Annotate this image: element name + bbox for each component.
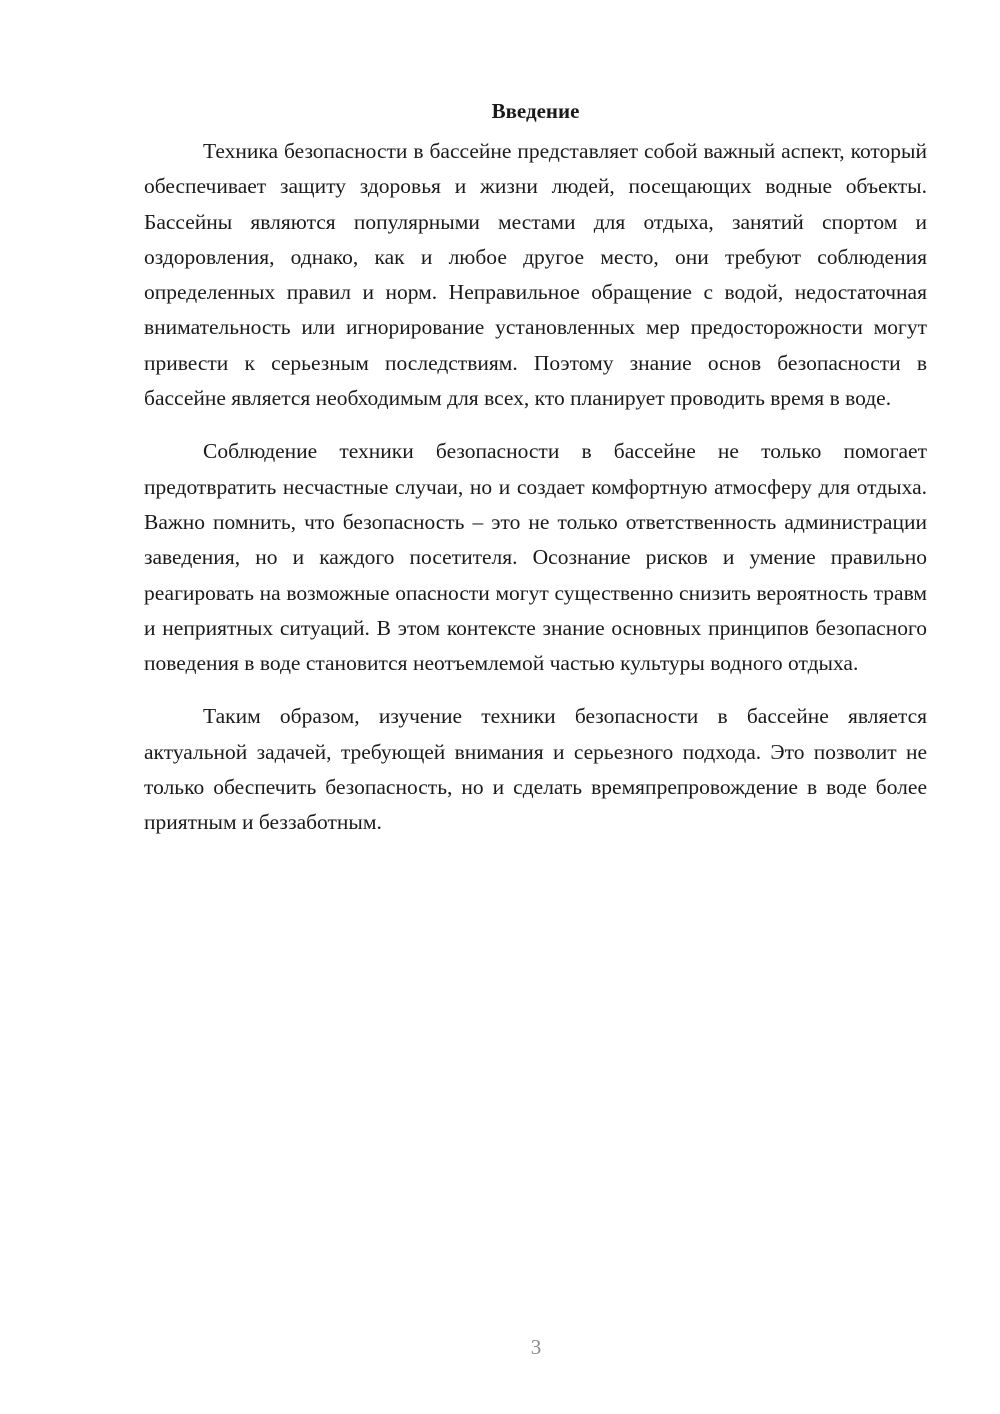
paragraph-1: Техника безопасности в бассейне представляет собой важный аспект, который обеспечивает защиту здоровья и жизни людей, посещающих водные объекты. Бассейны являются популярными местами для отдыха, занятий спортом и оздоровления, однако, как и любое другое место, они требуют соблюдения определенных правил и норм. Неправильное обращение с водой, недостаточная внимательность или игнорирование установленных мер предосторожности могут привести к серьезным последствиям. Поэтому знание основ безопасности в бассейне является необходимым для всех, кто планирует проводить время в воде. (144, 139, 927, 411)
paragraph-3: Таким образом, изучение техники безопасности в бассейне является актуальной задачей, требующей внимания и серьезного подхода. Это позволит не только обеспечить безопасность, но и сделать времяпрепровождение в воде более приятным и беззаботным. (144, 704, 927, 835)
page-content (144, 96, 927, 859)
paragraph-2: Соблюдение техники безопасности в бассейне не только помогает предотвратить несчастные случаи, но и создает комфортную атмосферу для отдыха. Важно помнить, что безопасность – это не только ответственность администрации заведения, но и каждого посетителя. Осознание рисков и умение правильно реагировать на возможные опасности могут существенно снизить вероятность травм и неприятных ситуаций. В этом контексте знание основных принципов безопасного поведения в воде становится неотъемлемой частью культуры водного отдыха. (144, 439, 927, 676)
section-heading: Введение (491, 99, 580, 123)
page-number: 3 (530, 1335, 542, 1359)
